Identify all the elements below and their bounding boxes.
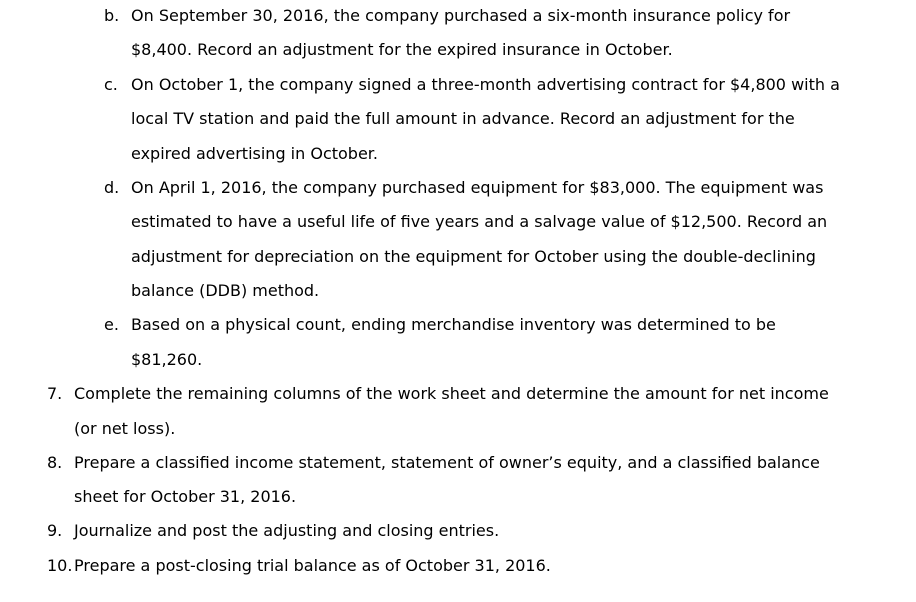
list-item-line: Journalize and post the adjusting and closing entries. xyxy=(74,521,500,540)
list-item-line: On April 1, 2016, the company purchased equipment for $83,000. The equipment was xyxy=(131,178,824,197)
list-item-line: Complete the remaining columns of the work sheet and determine the amount for net income xyxy=(74,384,829,403)
list-item-line: Prepare a post-closing trial balance as of October 31, 2016. xyxy=(74,556,551,575)
list-item-line: (or net loss). xyxy=(74,419,176,438)
list-marker: c. xyxy=(104,75,118,94)
list-marker: b. xyxy=(104,6,120,25)
list-item-line: estimated to have a useful life of five years and a salvage value of $12,500. Record an xyxy=(131,212,828,231)
list-item-line: $8,400. Record an adjustment for the expired insurance in October. xyxy=(131,40,673,59)
list-item-line: sheet for October 31, 2016. xyxy=(74,487,297,506)
list-marker: d. xyxy=(104,178,120,197)
list-item-line: Prepare a classified income statement, statement of owner’s equity, and a classified balance xyxy=(74,453,820,472)
list-item-line: $81,260. xyxy=(131,350,203,369)
list-item-line: On October 1, the company signed a three-month advertising contract for $4,800 with a xyxy=(131,75,840,94)
list-item-line: adjustment for depreciation on the equipment for October using the double-declining xyxy=(131,247,816,266)
list-item-line: On September 30, 2016, the company purchased a six-month insurance policy for xyxy=(131,6,791,25)
list-item-line: balance (DDB) method. xyxy=(131,281,320,300)
list-item-line: expired advertising in October. xyxy=(131,144,378,163)
list-marker: 10. xyxy=(47,556,73,575)
list-marker: e. xyxy=(104,315,119,334)
list-marker: 9. xyxy=(47,521,63,540)
list-marker: 7. xyxy=(47,384,63,403)
list-marker: 8. xyxy=(47,453,63,472)
list-item-line: local TV station and paid the full amount in advance. Record an adjustment for the xyxy=(131,109,795,128)
list-item-line: Based on a physical count, ending merchandise inventory was determined to be xyxy=(131,315,776,334)
